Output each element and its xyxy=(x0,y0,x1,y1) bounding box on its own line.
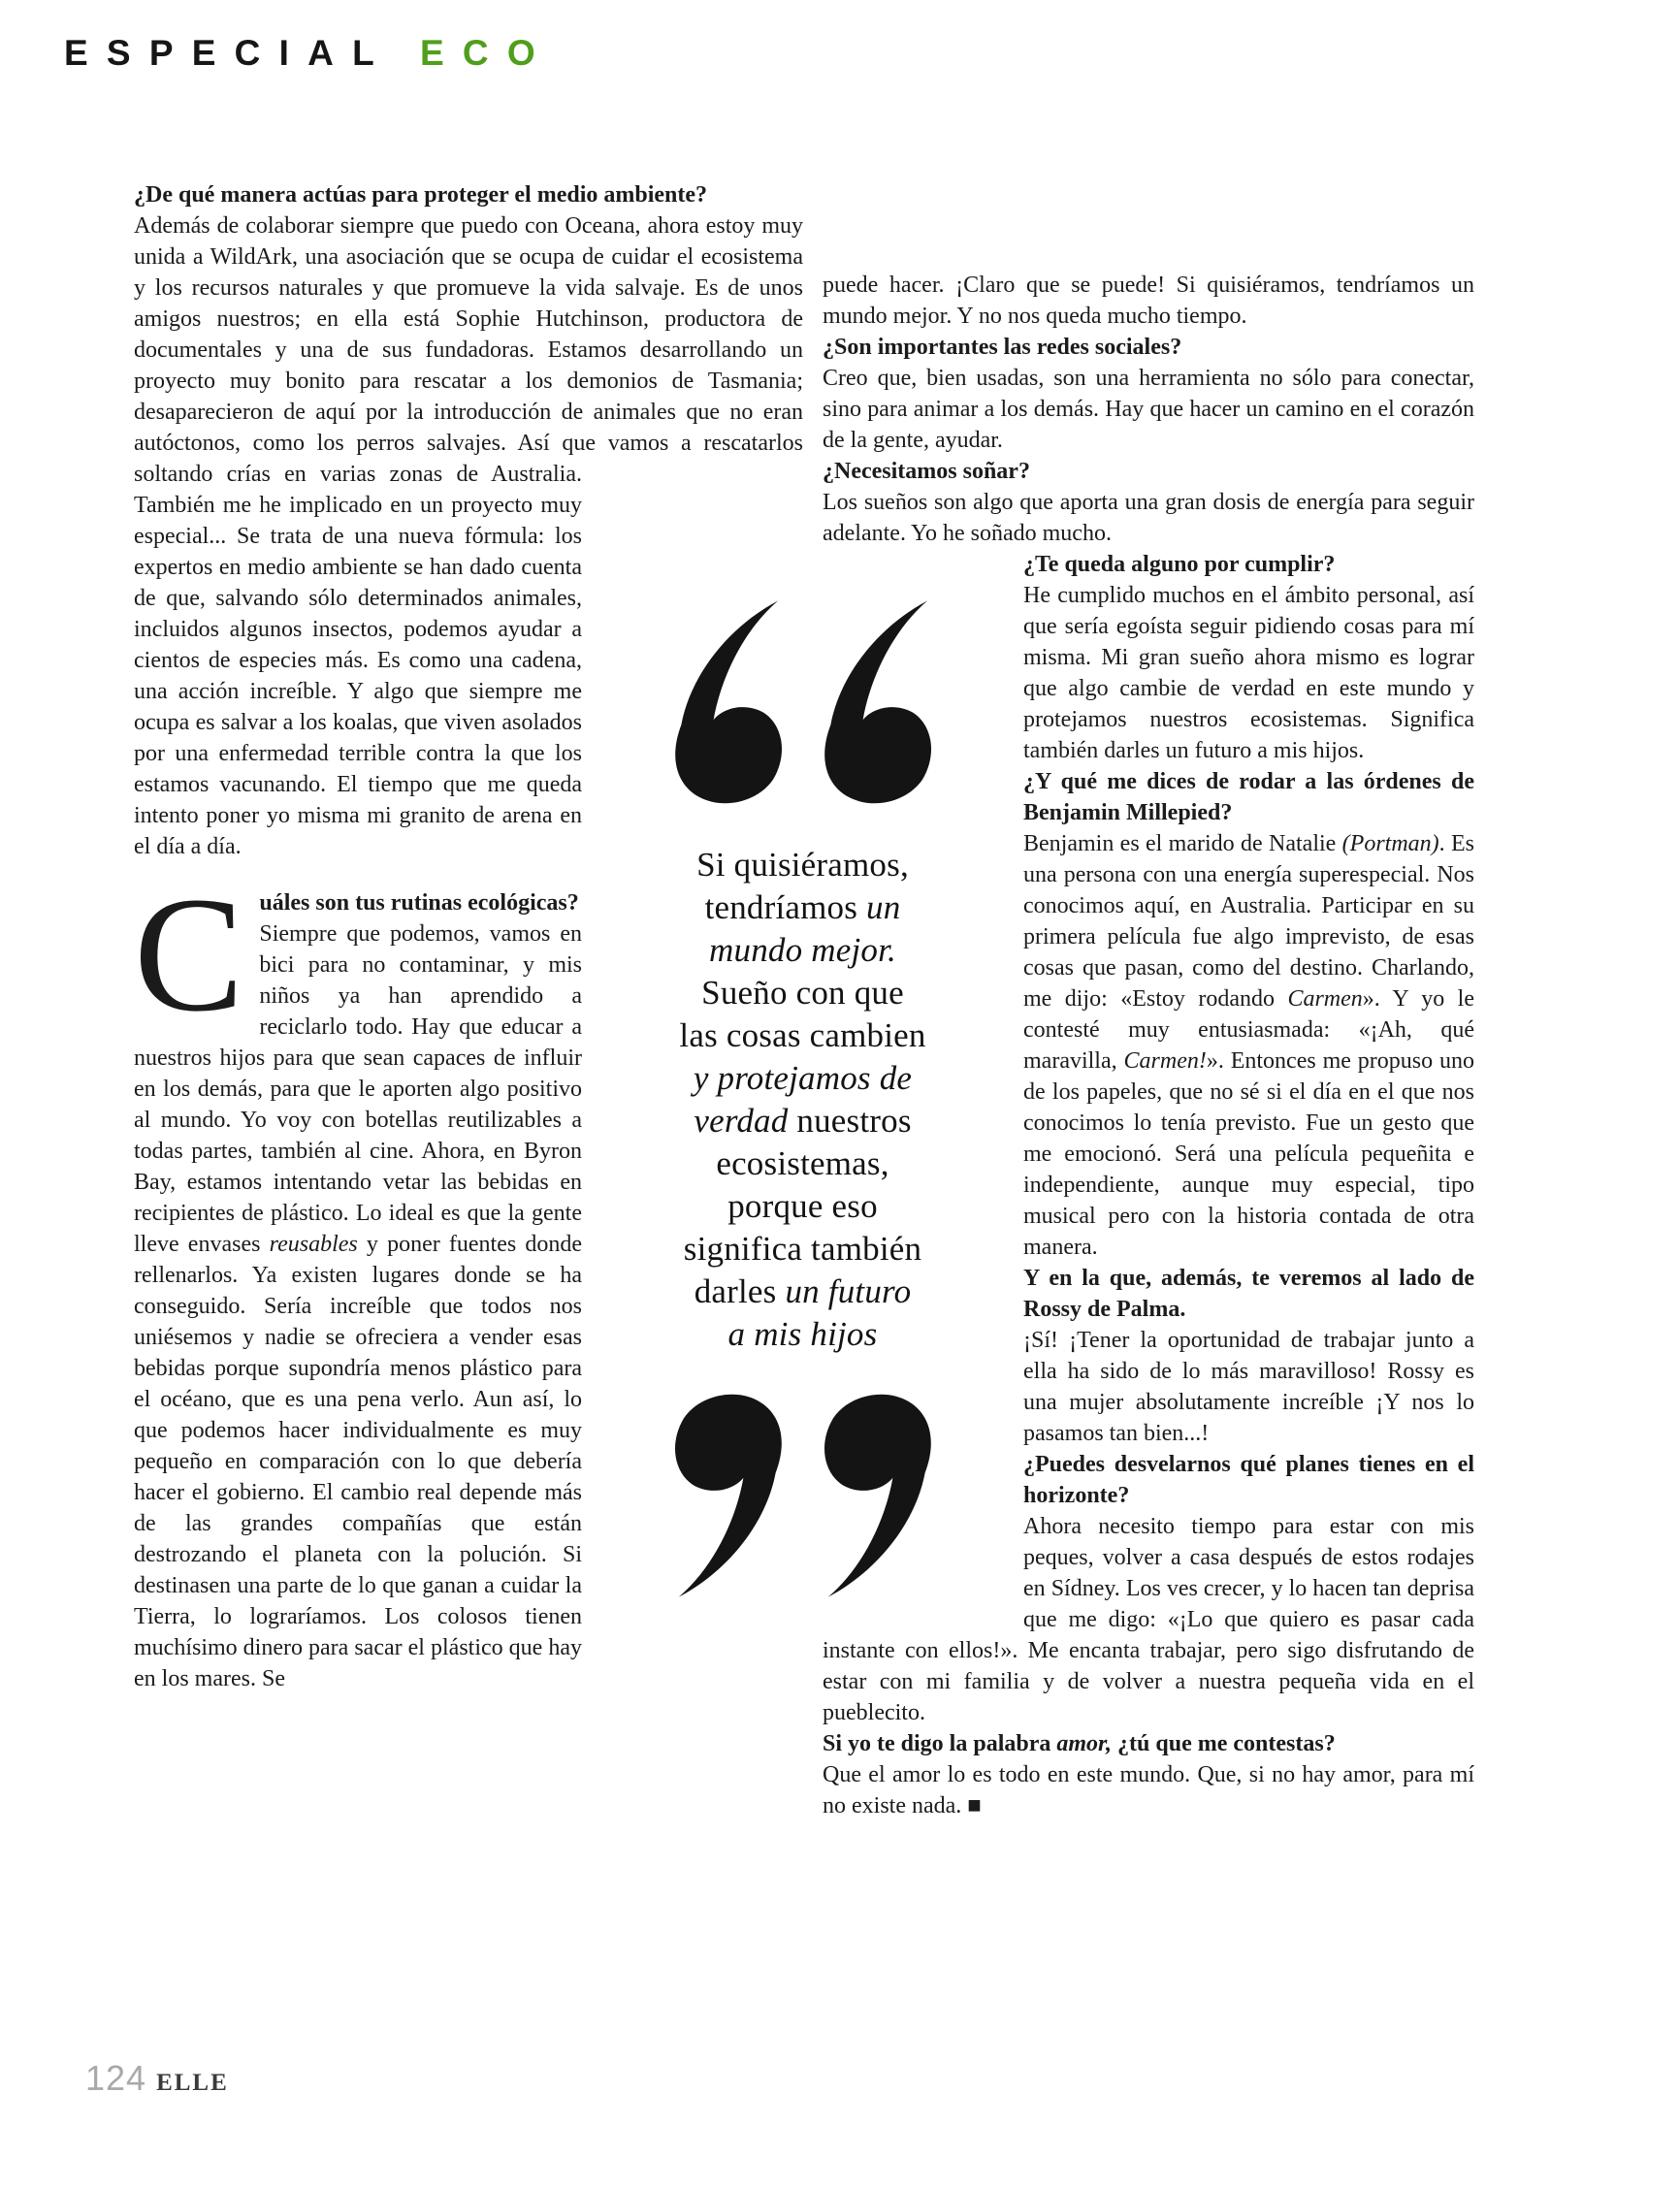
text-run: Benjamin es el marido de Natalie xyxy=(1023,831,1342,856)
pull-quote-line xyxy=(590,1271,1017,1313)
drop-cap: C xyxy=(134,863,244,1046)
pull-quote-line xyxy=(590,1228,1017,1271)
pull-quote-line xyxy=(590,1014,1017,1057)
text-run: ¿Y qué me dices de rodar a las órdenes de Benjamin Millepied? xyxy=(1023,769,1474,825)
pull-quote-line xyxy=(590,1185,1017,1228)
text-run: Carmen! xyxy=(1123,1048,1207,1074)
text-run: . Es una persona con una energía superespecial. Nos conocimos aquí, en Australia. Participar en su primera película fue algo imprevisto, de esas cosas que pasan, como del destino. Charlando, me dijo: «Estoy rodando xyxy=(1023,831,1475,1012)
pull-quote-line xyxy=(590,1313,1017,1356)
interview-answer xyxy=(823,487,1474,549)
pull-quote-line xyxy=(590,1100,1017,1142)
text-run: las cosas cambien xyxy=(679,1016,926,1054)
section-title-black: ESPECIAL xyxy=(64,33,393,73)
interview-answer xyxy=(823,1759,1474,1821)
interview-question xyxy=(823,456,1474,487)
text-run: Que el amor lo es todo en este mundo. Que, si no hay amor, para mí no existe nada. ■ xyxy=(823,1762,1474,1818)
text-run: un xyxy=(866,888,901,926)
text-run: Los sueños son algo que aporta una gran dosis de energía para seguir adelante. Yo he soñado mucho. xyxy=(823,490,1474,546)
text-run: un futuro xyxy=(785,1272,912,1310)
pull-quote-text xyxy=(590,844,1017,1356)
text-run: porque eso xyxy=(727,1187,878,1225)
text-run: ». Entonces me propuso uno de los papeles, que no sé si el día en el que nos conocimos lo tenía previsto. Fue un gesto que me emocionó. Será una película pequeñita e independiente, aunque muy especial, tipo musical pero con la historia contada de otra manera. xyxy=(1023,1048,1475,1260)
text-run: y protejamos de xyxy=(693,1059,913,1097)
text-run: darles xyxy=(694,1272,786,1310)
text-run: y poner fuentes donde rellenarlos. Ya existen lugares donde se ha conseguido. Sería increíble que todos nos uniésemos y nadie se ofreciera a vender esas bebidas porque supondría menos plástico para el océano, que es una pena verlo. Aun así, lo que podemos hacer individualmente es muy pequeño en comparación con lo que debería hacer el gobierno. El cambio real depende más de las grandes compañías que están destrozando el planeta con la polución. Si destinasen una parte de lo que ganan a cuidar la Tierra, lo lograríamos. Los colosos tienen muchísimo dinero para sacar el plástico que hay en los mares. Se xyxy=(134,1232,583,1691)
text-run: mundo mejor. xyxy=(709,931,896,969)
text-run: uáles son tus rutinas ecológicas? xyxy=(259,890,579,916)
text-run: ». Y yo le contesté muy entusiasmada: «¡Ah, qué maravilla, xyxy=(1023,986,1474,1074)
pull-quote-line xyxy=(590,972,1017,1014)
text-run: Ahora necesito tiempo para estar con mis peques, volver a casa después de estos rodajes en Sídney. Los ves crecer, y lo hacen tan deprisa que me digo: «¡Lo que quiero es pasar cada instante con ellos!». Me encanta trabajar, pero sigo disfrutando de estar con mi familia y de volver a nuestra pequeña vida en el pueblecito. xyxy=(823,1514,1474,1725)
text-run: ¿Necesitamos soñar? xyxy=(823,459,1030,484)
text-run: puede hacer. ¡Claro que se puede! Si quisiéramos, tendríamos un mundo mejor. Y no nos queda mucho tiempo. xyxy=(823,273,1474,329)
text-run: Creo que, bien usadas, son una herramienta no sólo para conectar, sino para animar a los demás. Hay que hacer un camino en el corazón de la gente, ayudar. xyxy=(823,366,1474,453)
interview-question xyxy=(823,1728,1474,1759)
text-run: ecosistemas, xyxy=(716,1144,889,1182)
text-run: ¿De qué manera actúas para proteger el medio ambiente? xyxy=(134,182,708,208)
close-quote-icon xyxy=(666,1373,940,1604)
text-run: reusables xyxy=(269,1232,358,1257)
interview-answer xyxy=(823,363,1474,456)
text-run: Si yo te digo la palabra xyxy=(823,1731,1057,1756)
text-run: Y en la que, además, te veremos al lado de Rossy de Palma. xyxy=(1023,1266,1474,1322)
text-run: nuestros xyxy=(788,1102,912,1140)
pull-quote-line xyxy=(590,1142,1017,1185)
section-header xyxy=(64,33,554,74)
text-run: Carmen xyxy=(1287,986,1363,1012)
pull-quote xyxy=(582,594,1023,1649)
text-run: ¡Sí! ¡Tener la oportunidad de trabajar junto a ella ha sido de lo más maravilloso! Rossy es una mujer absolutamente increíble ¡Y nos lo pasamos tan bien...! xyxy=(1023,1328,1474,1446)
pull-quote-line xyxy=(590,929,1017,972)
text-run: significa también xyxy=(683,1230,922,1268)
text-run: He cumplido muchos en el ámbito personal, así que sería egoísta seguir pidiendo cosas para mí misma. Mi gran sueño ahora mismo es lograr que algo cambie de verdad en este mundo y protejamos nuestros ecosistemas. Significa también darles un futuro a mis hijos. xyxy=(1023,583,1474,763)
text-run: a mis hijos xyxy=(727,1315,878,1353)
interview-question xyxy=(823,332,1474,363)
interview-question xyxy=(134,179,803,210)
pull-quote-line xyxy=(590,886,1017,929)
pull-quote-line xyxy=(590,844,1017,886)
text-run: verdad xyxy=(694,1102,789,1140)
text-run: Además de colaborar siempre que puedo con Oceana, ahora estoy muy unida a WildArk, una asociación que se ocupa de cuidar el ecosistema y los recursos naturales y que promueve la vida salvaje. Es de unos amigos nuestros; en ella está Sophie Hutchinson, productora de documentales y una de sus fundadoras. Estamos desarrollando un proyecto muy bonito para rescatar a los demonios de Tasmania; desaparecieron de aquí por la introducción de animales que no eran autóctonos, como los perros salvajes. Así que vamos a rescatarlos soltando crías en varias zonas de Australia. También me he implicado en un proyecto muy especial... Se trata de una nueva fórmula: los expertos en medio ambiente se han dado cuenta de que, salvando sólo determinados animales, incluidos algunos insectos, podemos ayudar a cientos de especies más. Es como una cadena, una acción increíble. Y algo que siempre me ocupa es salvar a los koalas, que viven asolados por una enfermedad terrible contra la que los estamos vacunando. El tiempo que me queda intento poner yo misma mi granito de arena en el día a día. xyxy=(134,213,803,859)
interview-question xyxy=(823,549,1474,580)
text-run: ¿Son importantes las redes sociales? xyxy=(823,335,1182,360)
text-run: ¿tú que me contestas? xyxy=(1112,1731,1336,1756)
page-number: 124 xyxy=(85,2058,147,2098)
pull-quote-line xyxy=(590,1057,1017,1100)
text-run: Siempre que podemos, vamos en bici para no contaminar, y mis niños ya han aprendido a reciclarlo todo. Hay que educar a nuestros hijos para que sean capaces de influir en los demás, para que le aporten algo positivo al mundo. Yo voy con botellas reutilizables a todas partes, también al cine. Ahora, en Byron Bay, estamos intentando vetar las bebidas en recipientes de plástico. Lo ideal es que la gente lleve envases xyxy=(134,921,582,1257)
section-title-green: ECO xyxy=(419,33,554,73)
text-run: ¿Te queda alguno por cumplir? xyxy=(1023,552,1336,577)
text-run: Sueño con que xyxy=(701,974,904,1012)
text-run: Si quisiéramos, xyxy=(696,846,909,884)
open-quote-icon xyxy=(666,594,940,824)
page-footer xyxy=(85,2058,229,2099)
text-run: (Portman) xyxy=(1341,831,1439,856)
brand-logo: ELLE xyxy=(156,2070,229,2096)
text-run: tendríamos xyxy=(704,888,867,926)
interview-answer xyxy=(823,270,1474,332)
text-run: ¿Puedes desvelarnos qué planes tienes en el horizonte? xyxy=(1023,1452,1474,1508)
text-run: amor, xyxy=(1056,1731,1113,1756)
